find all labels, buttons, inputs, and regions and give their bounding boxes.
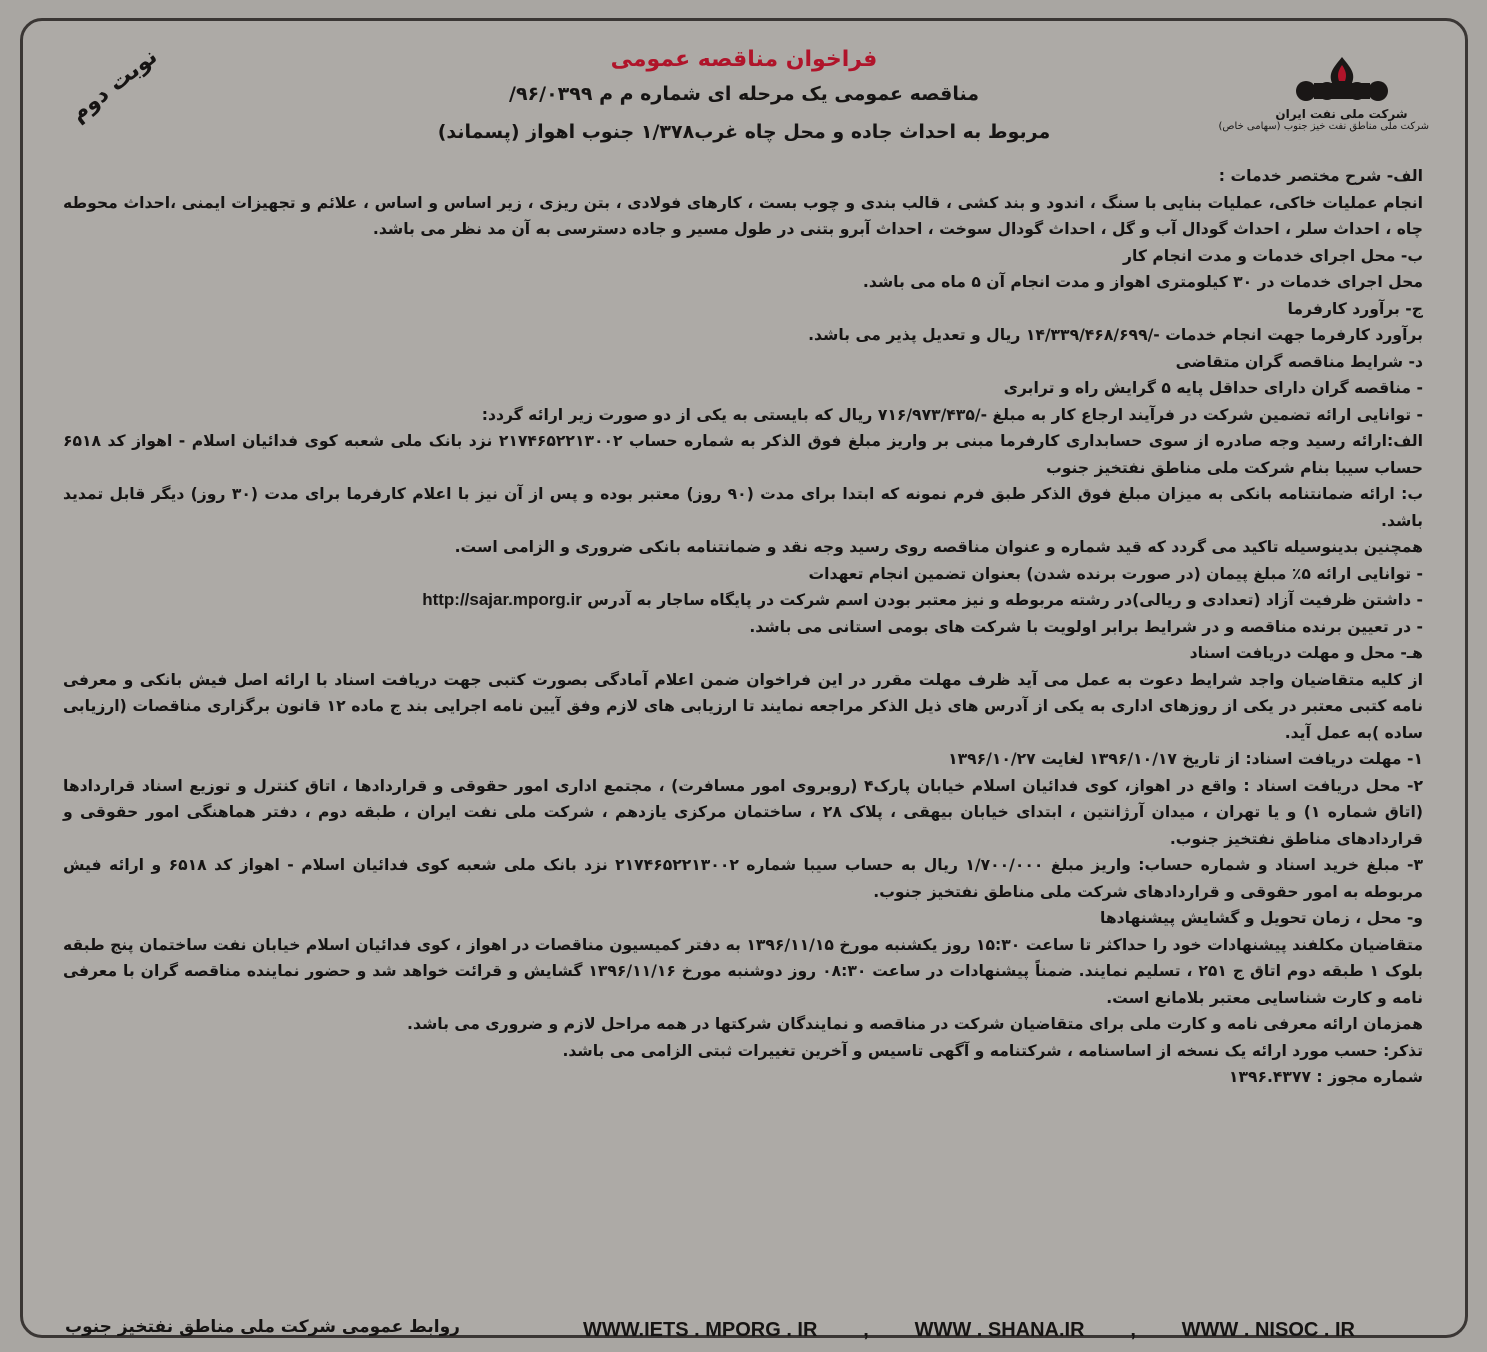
condition-capacity-text: - داشتن ظرفیت آزاد (تعدادی و ریالی)در رشته مربوطه و نیز معتبر بودن اسم شرکت در پایگاه ساجار به آدرس [587,591,1423,609]
location-duration: محل اجرای خدمات در ۳۰ کیلومتری اهواز و مدت انجام آن ۵ ماه می باشد. [862,273,1423,291]
section-a-heading: الف- شرح مختصر خدمات : [1218,167,1423,185]
website-separator: , [863,1319,869,1341]
condition-local-priority: - در تعیین برنده مناقصه و در شرایط برابر اولویت با شرکت های بومی استانی می باشد. [749,617,1423,636]
guarantee-note: همچنین بدینوسیله تاکید می گردد که قید شماره و عنوان مناقصه روی رسید وجه نقد و ضمانتنامه بانکی ضروری و الزامی است. [454,538,1423,556]
section-e-heading: هـ- محل و مهلت دریافت اسناد [1189,644,1423,662]
permit-number: شماره مجوز : ۱۳۹۶.۴۳۷۷ [1228,1068,1423,1086]
tender-subject: مربوط به احداث جاده و محل چاه غرب۱/۳۷۸ جنوب اهواز (پسماند) [437,121,1051,143]
submission-opening: متقاضیان مکلفند پیشنهادات خود را حداکثر تا ساعت ۱۵:۳۰ روز یکشنبه مورخ ۱۳۹۶/۱۱/۱۵ به دفتر کمیسیون مناقصات در اهواز ، کوی فدائیان اسلام خیابان نفت ساختمان پنج طبقه بلوک ۱ طبقه دوم اتاق ج ۲۵۱ ، تسلیم نمایند. ضمناً پیشنهادات در ساعت ۰۸:۳۰ روز دوشنبه مورخ ۱۳۹۶/۱۱/۱۶ گشایش و قرائت خواهد شد و حضور نماینده مناقصه گران با معرفی نامه و کارت شناسایی معتبر بلامانع است. [63,935,1423,1007]
document-fee: ۳- مبلغ خرید اسناد و شماره حساب: واریز مبلغ ۱/۷۰۰/۰۰۰ ریال به حساب سیبا شماره ۲۱۷۴۶۵۲۲۱۳۰۰۲ نزد بانک ملی شعبه کوی فدائیان اسلام - اهواز کد ۶۵۱۸ و ارائه فیش مربوطه به امور حقوقی و قراردادهای شرکت ملی مناطق نفتخیز جنوب. [63,856,1424,901]
section-b-heading: ب- محل اجرای خدمات و مدت انجام کار [1123,246,1423,265]
website-iets[interactable]: WWW.IETS . MPORG . IR [583,1319,818,1341]
company-logo [1218,55,1429,155]
document-location: ۲- محل دریافت اسناد : واقع در اهواز، کوی فدائیان اسلام خیابان پارک۴ (روبروی امور مسافرت) ، مجتمع اداری امور حقوقی و قراردادها ، اتاق کنترل و توزیع اسناد قراردادها (اتاق شماره ۱) و یا تهران ، میدان آرژانتین ، ابتدای خیابان بیهقی ، پلاک ۲۸ ، ساختمان مرکزی یازدهم ، شرکت ملی نفت ایران ، طبقه دوم ، دفتر هماهنگی امور حقوقی و قراردادهای مناطق نفتخیز جنوب. [63,776,1423,848]
section-f-heading: و- محل ، زمان تحویل و گشایش پیشنهادها [1100,909,1423,927]
round-badge: نوبت دوم [66,44,163,127]
condition-grade: - مناقصه گران دارای حداقل پایه ۵ گرایش راه و ترابری [1003,379,1423,397]
tender-number: مناقصه عمومی یک مرحله ای شماره م م ۹۶/۰۳۹۹/ [509,83,979,105]
condition-capacity [63,587,1423,614]
website-nisoc[interactable]: WWW . NISOC . IR [1181,1319,1355,1341]
flame-logo-icon [1294,55,1390,105]
section-d-heading: د- شرایط مناقصه گران متقاضی [1175,352,1423,371]
website-shana[interactable]: WWW . SHANA.IR [914,1319,1085,1341]
employer-estimate: برآورد کارفرما جهت انجام خدمات -/۱۴/۳۳۹/۴۶۸/۶۹۹ ریال و تعدیل پذیر می باشد. [808,326,1423,344]
footer-websites [583,1319,1355,1342]
company-name: شرکت ملی نفت ایران [1275,107,1408,121]
document-deadline: ۱- مهلت دریافت اسناد: از تاریخ ۱۳۹۶/۱۰/۱۷ لغایت ۱۳۹۶/۱۰/۲۷ [948,750,1423,768]
condition-guarantee: - توانایی ارائه تضمین شرکت در فرآیند ارجاع کار به مبلغ -/۷۱۶/۹۷۳/۴۳۵ ریال که بایستی به یکی از دو صورت زیر ارائه گردد: [481,405,1423,424]
website-separator: , [1130,1319,1136,1341]
condition-performance-bond: - توانایی ارائه ۵٪ مبلغ پیمان (در صورت برنده شدن) بعنوان تضمین انجام تعهدات [808,564,1423,583]
advertisement-frame [20,18,1468,1341]
sajar-link[interactable]: http://sajar.mporg.ir [422,590,582,609]
ad-body [63,163,1423,1293]
reminder-note: تذکر: حسب مورد ارائه یک نسخه از اساسنامه ، شرکتنامه و آگهی تاسیس و آخرین تغییرات ثبتی الزامی می باشد. [562,1041,1423,1060]
services-description: انجام عملیات خاکی، عملیات بنایی با سنگ ، اندود و بند کشی ، قالب بندی و چوب بست ، کارهای فولادی ، بتن ریزی ، زیر اساس و اساس ، علائم و تجهیزات ایمنی ،احداث محوطه چاه ، احداث سلر ، احداث گودال آب و گل ، احداث گودال سوخت ، احداث آبرو بتنی در طول مسیر و جاده دسترسی به آن مد نظر می باشد. [63,193,1423,238]
guarantee-option-a: الف:ارائه رسید وجه صادره از سوی حسابداری کارفرما مبنی بر واریز مبلغ فوق الذکر به شماره حساب ۲۱۷۴۶۵۲۲۱۳۰۰۲ نزد بانک ملی شعبه کوی فدائیان اسلام - اهواز کد ۶۵۱۸ حساب سیبا بنام شرکت ملی مناطق نفتخیز جنوب [63,432,1423,477]
tender-title: فراخوان مناقصه عمومی [610,47,878,72]
company-subsidiary: شرکت ملی مناطق نفت خیز جنوب (سهامی خاص) [1218,121,1429,132]
public-relations-signature: روابط عمومی شرکت ملی مناطق نفتخیز جنوب [65,1317,460,1337]
id-requirement: همزمان ارائه معرفی نامه و کارت ملی برای متقاضیان شرکت در مناقصه و نمایندگان شرکتها در همه مراحل لازم و ضروری می باشد. [407,1015,1423,1033]
invitation-text: از کلیه متقاضیان واجد شرایط دعوت به عمل می آید ظرف مهلت مقرر در این فراخوان ضمن اعلام آمادگی بصورت کتبی جهت دریافت اسناد با ارائه اصل فیش بانکی و معرفی نامه کتبی معتبر در یکی از روزهای اداری به یکی از آدرس های ذیل الذکر مراجعه نمایند تا ارزیابی های لازم وفق آیین نامه اجرایی بند ج ماده ۱۲ قانون برگزاری مناقصات (ارزیابی ساده )به عمل آید. [63,670,1424,742]
section-c-heading: ج- برآورد کارفرما [1287,299,1423,318]
guarantee-option-b: ب: ارائه ضمانتنامه بانکی به میزان مبلغ فوق الذکر طبق فرم نمونه که ابتدا برای مدت (۹۰ روز) معتبر بوده و پس از آن نیز با اعلام کارفرما برای مدت (۳۰ روز) دیگر قابل تمدید باشد. [63,485,1424,530]
